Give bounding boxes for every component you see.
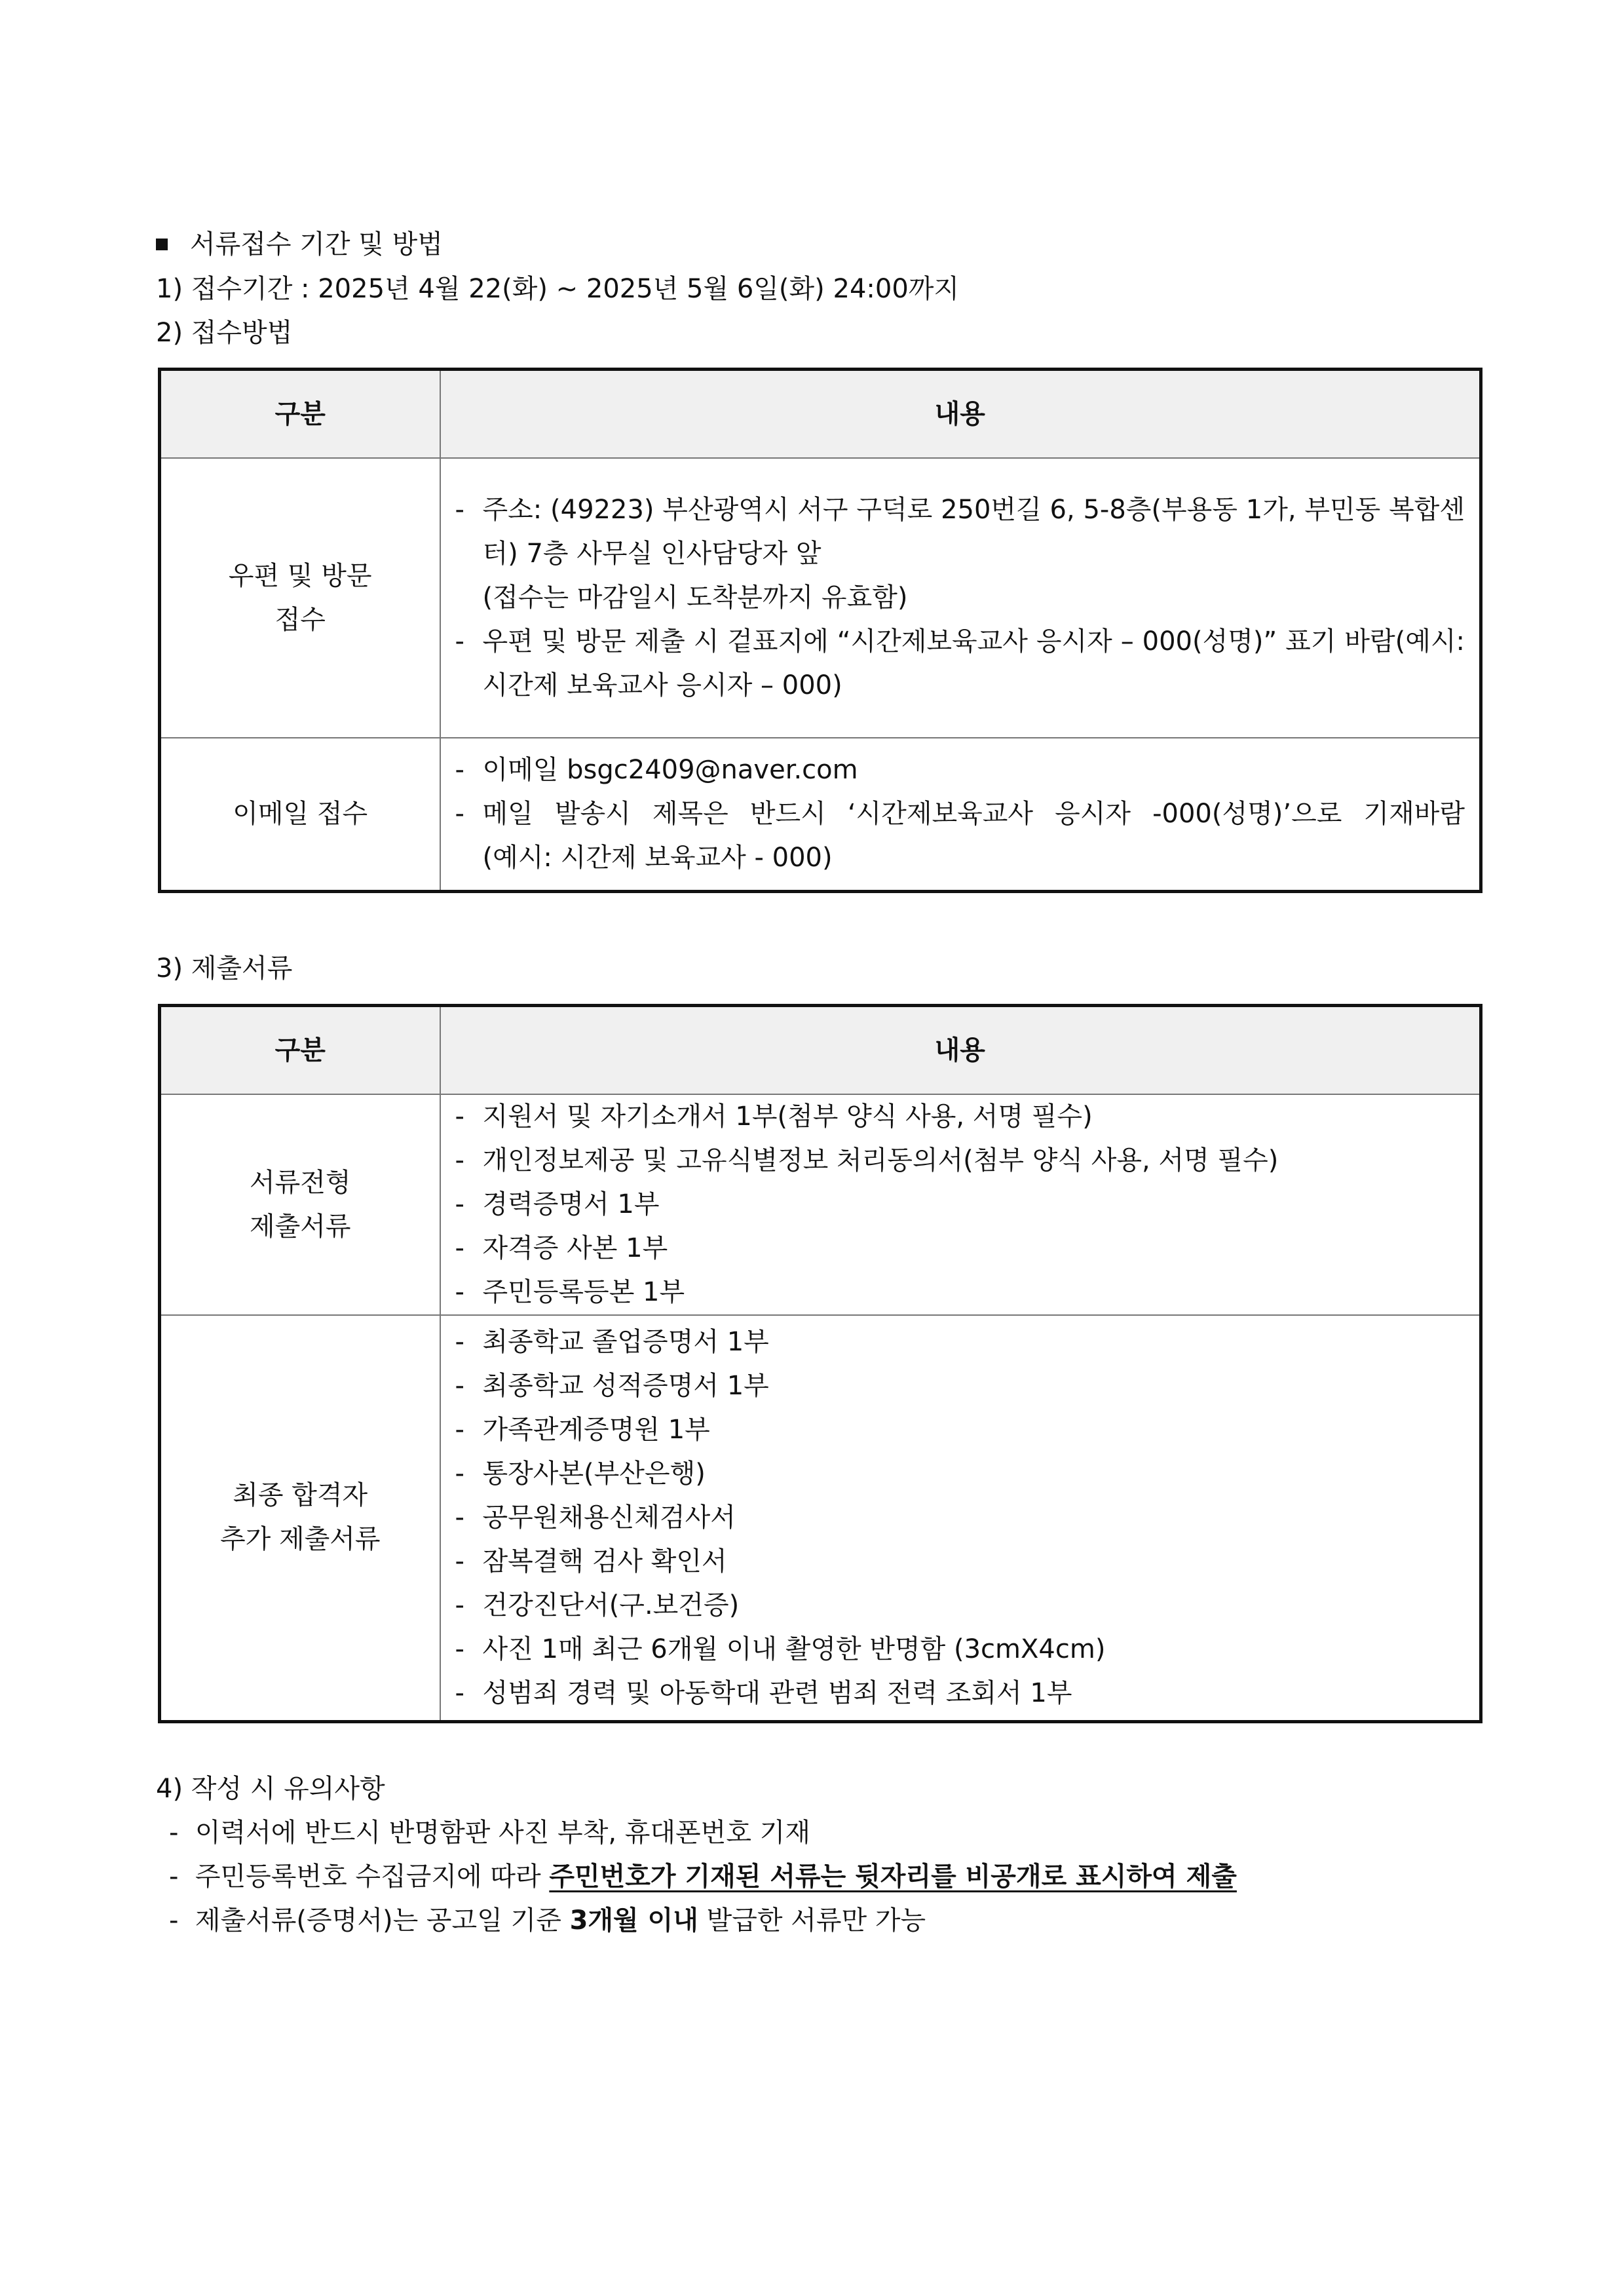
note-text: 이력서에 반드시 반명함판 사진 부착, 휴대폰번호 기재 [195,1818,810,1848]
reception-method-title: 2) 접수방법 [156,318,293,348]
header-category: 구분 [160,370,440,459]
list-item [455,1139,1465,1183]
doc-item: 건강진단서(구.보건증) [482,1590,740,1620]
note-text: 주민등록번호 수집금지에 따라 [195,1862,550,1892]
list-item [455,1271,1465,1314]
doc-item: 성범죄 경력 및 아동학대 관련 범죄 전력 조회서 1부 [482,1677,1072,1708]
list-item [455,748,1465,792]
list-item [455,1628,1465,1672]
square-bullet-icon [156,239,168,250]
category-line: 제출서류 [249,1211,351,1242]
dash-marker: - [455,1101,464,1132]
doc-item: 사진 1매 최근 6개월 이내 촬영한 반명함 (3cmX4cm) [482,1634,1106,1664]
dash-marker: - [455,1590,464,1620]
doc-item: 자격증 사본 1부 [482,1233,668,1263]
category-cell [160,1094,440,1315]
note-emphasis: 주민번호가 기재된 서류는 뒷자리를 비공개로 표시하여 제출 [549,1862,1237,1892]
list-item [455,1496,1465,1540]
category-line: 최종 합격자 [233,1480,368,1511]
dash-marker: - [169,1862,179,1892]
list-item [455,1672,1465,1715]
dash-marker: - [169,1905,179,1936]
note-text: 발급한 서류만 가능 [698,1905,926,1936]
doc-item: 경력증명서 1부 [482,1189,660,1219]
reception-method-table [158,368,1482,893]
section-heading-text: 서류접수 기간 및 방법 [190,229,443,259]
dash-marker: - [455,1634,464,1664]
deadline-note: (접수는 마감일시 도착분까지 유효함) [482,583,908,613]
doc-item: 최종학교 성적증명서 1부 [482,1370,769,1401]
dash-marker: - [455,1546,464,1577]
doc-item: 지원서 및 자기소개서 1부(첨부 양식 사용, 서명 필수) [482,1101,1093,1132]
list-item [455,1364,1465,1408]
header-content: 내용 [440,370,1481,459]
email-example: (예시: 시간제 보육교사 - 000) [482,842,833,873]
table-header-row [160,1006,1481,1095]
dash-marker: - [455,1189,464,1219]
section-heading [156,229,443,260]
email-address: 이메일 bsgc2409@naver.com [482,754,858,785]
category-cell [160,458,440,738]
list-item [455,836,1465,880]
list-item [455,1095,1465,1139]
category-line: 추가 제출서류 [219,1524,381,1555]
category-line: 이메일 접수 [233,798,368,829]
dash-marker: - [455,1233,464,1263]
table-row [160,1315,1481,1721]
header-category: 구분 [160,1006,440,1095]
list-item [455,1183,1465,1227]
category-line: 우편 및 방문 [228,560,372,591]
list-item [455,1227,1465,1271]
header-content: 내용 [440,1006,1481,1095]
dash-marker: - [455,798,464,829]
dash-marker: - [455,1326,464,1357]
cover-label-note: 우편 및 방문 제출 시 겉표지에 “시간제보육교사 응시자 – 000(성명)” 표기 바람(예시: 시간제 보육교사 응시자 – 000) [482,626,1465,700]
content-cell [440,1315,1481,1721]
dash-marker: - [455,626,464,657]
dash-marker: - [169,1818,179,1848]
doc-item: 주민등록등본 1부 [482,1277,685,1307]
dash-marker: - [455,1145,464,1176]
list-item [455,1452,1465,1496]
note-text: 제출서류(증명서)는 공고일 기준 [195,1905,570,1936]
submission-docs-title: 3) 제출서류 [156,953,293,984]
dash-marker: - [455,495,464,525]
address-text: 주소: (49223) 부산광역시 서구 구덕로 250번길 6, 5-8층(부용동 1가, 부민동 복합센터) 7층 사무실 인사담당자 앞 [482,495,1465,569]
list-item [455,576,1465,620]
dash-marker: - [455,1277,464,1307]
note-item [169,1861,1237,1892]
notes-title: 4) 작성 시 유의사항 [156,1774,385,1804]
list-item [455,792,1465,836]
list-item [455,488,1465,576]
list-item [455,1408,1465,1452]
category-cell [160,1315,440,1721]
submission-docs-table [158,1004,1482,1723]
note-emphasis: 3개월 이내 [569,1905,698,1936]
table-row [160,1094,1481,1315]
list-item [455,1584,1465,1628]
dash-marker: - [455,1502,464,1533]
note-item [169,1817,810,1848]
reception-period: 1) 접수기간 : 2025년 4월 22(화) ~ 2025년 5월 6일(화) 24:00까지 [156,274,960,304]
category-line: 접수 [274,604,326,635]
dash-marker: - [455,1458,464,1489]
email-subject-note: 메일 발송시 제목은 반드시 ‘시간제보육교사 응시자 -000(성명)’으로 기재바람 [482,798,1465,829]
content-cell [440,738,1481,891]
content-cell [440,1094,1481,1315]
dash-marker: - [455,1414,464,1445]
dash-marker: - [455,754,464,785]
list-item [455,1320,1465,1364]
doc-item: 가족관계증명원 1부 [482,1414,710,1445]
category-cell [160,738,440,891]
content-cell [440,458,1481,738]
list-item [455,620,1465,708]
table-header-row [160,370,1481,459]
doc-item: 공무원채용신체검사서 [482,1502,736,1533]
list-item [455,1540,1465,1584]
table-row [160,738,1481,891]
doc-item: 통장사본(부산은행) [482,1458,706,1489]
doc-item: 개인정보제공 및 고유식별정보 처리동의서(첨부 양식 사용, 서명 필수) [482,1145,1279,1176]
doc-item: 잠복결핵 검사 확인서 [482,1546,727,1577]
dash-marker: - [455,1370,464,1401]
doc-item: 최종학교 졸업증명서 1부 [482,1326,769,1357]
table-row [160,458,1481,738]
dash-marker: - [455,1677,464,1708]
category-line: 서류전형 [249,1167,351,1198]
note-item [169,1905,926,1936]
